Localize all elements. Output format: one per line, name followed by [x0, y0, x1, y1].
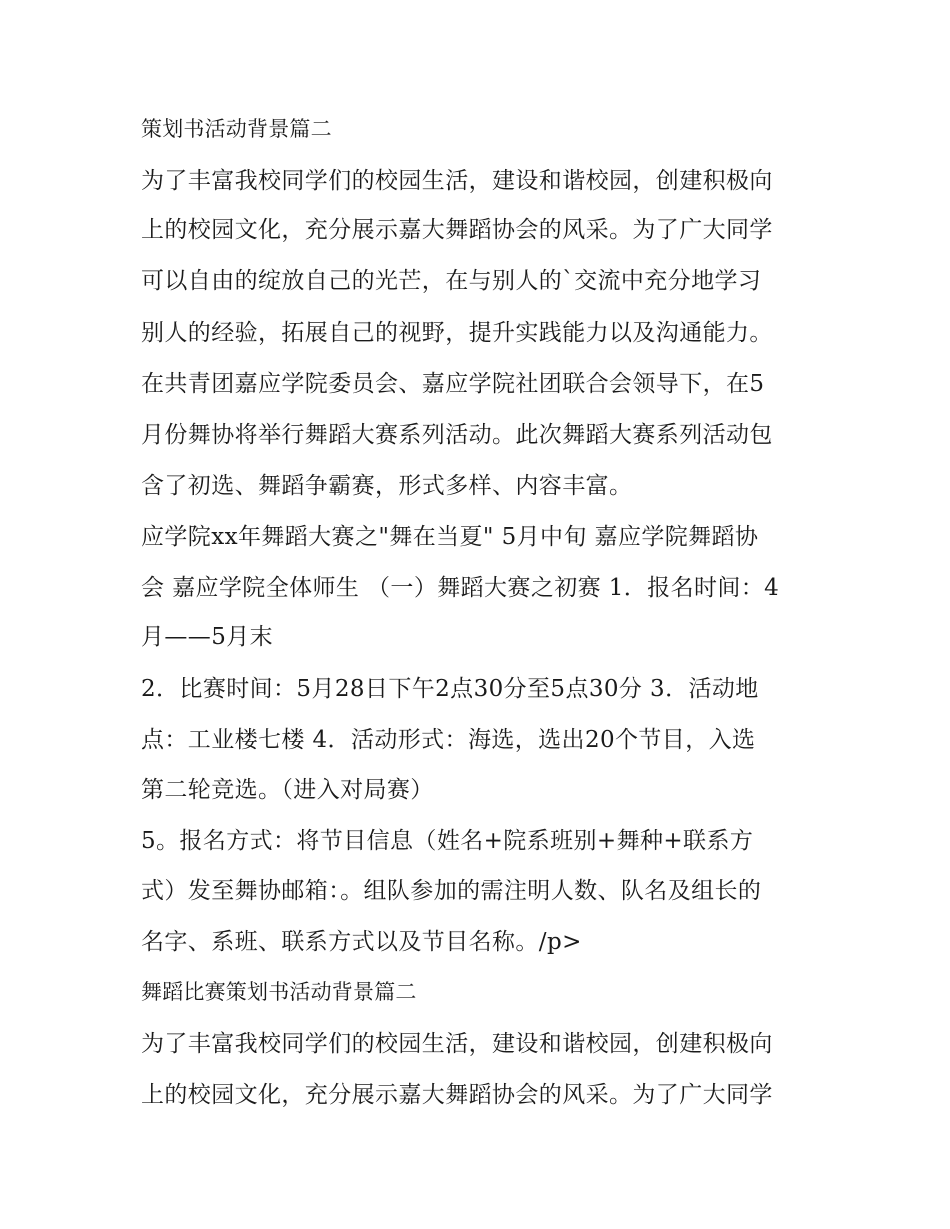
paragraph-line: 为了丰富我校同学们的校园生活，建设和谐校园，创建积极向: [141, 1031, 773, 1057]
paragraph-line: 别人的经验，拓展自己的视野，提升实践能力以及沟通能力。: [141, 320, 773, 346]
section-heading: 舞蹈比赛策划书活动背景篇二: [141, 980, 417, 1004]
paragraph-line: 月——5月末: [141, 624, 274, 650]
paragraph-line: 为了丰富我校同学们的校园生活，建设和谐校园，创建积极向: [141, 168, 773, 194]
paragraph-line: 点：工业楼七楼 4．活动形式：海选，选出20个节目，入选: [141, 727, 756, 753]
paragraph-line: 上的校园文化，充分展示嘉大舞蹈协会的风采。为了广大同学: [141, 1082, 773, 1108]
section-heading: 策划书活动背景篇二: [141, 117, 332, 141]
paragraph-line: 5。报名方式：将节目信息（姓名+院系班别+舞种+联系方: [141, 828, 754, 854]
paragraph-line: 应学院xx年舞蹈大赛之"舞在当夏" 5月中旬 嘉应学院舞蹈协: [141, 524, 759, 550]
paragraph-line: 会 嘉应学院全体师生 （一）舞蹈大赛之初赛 1．报名时间：4: [141, 575, 780, 601]
paragraph-line: 在共青团嘉应学院委员会、嘉应学院社团联合会领导下，在5: [141, 371, 765, 397]
paragraph-line: 可以自由的绽放自己的光芒，在与别人的`交流中充分地学习: [141, 268, 762, 294]
paragraph-line: 名字、系班、联系方式以及节目名称。/p>: [141, 929, 582, 955]
paragraph-line: 2．比赛时间：5月28日下午2点30分至5点30分 3．活动地: [141, 676, 759, 702]
paragraph-line: 含了初选、舞蹈争霸赛，形式多样、内容丰富。: [141, 473, 633, 499]
paragraph-line: 第二轮竞选。（进入对局赛）: [141, 777, 434, 803]
paragraph-line: 上的校园文化，充分展示嘉大舞蹈协会的风采。为了广大同学: [141, 217, 773, 243]
paragraph-line: 式）发至舞协邮箱：。组队参加的需注明人数、队名及组长的: [141, 878, 762, 904]
paragraph-line: 月份舞协将举行舞蹈大赛系列活动。此次舞蹈大赛系列活动包: [141, 422, 773, 448]
